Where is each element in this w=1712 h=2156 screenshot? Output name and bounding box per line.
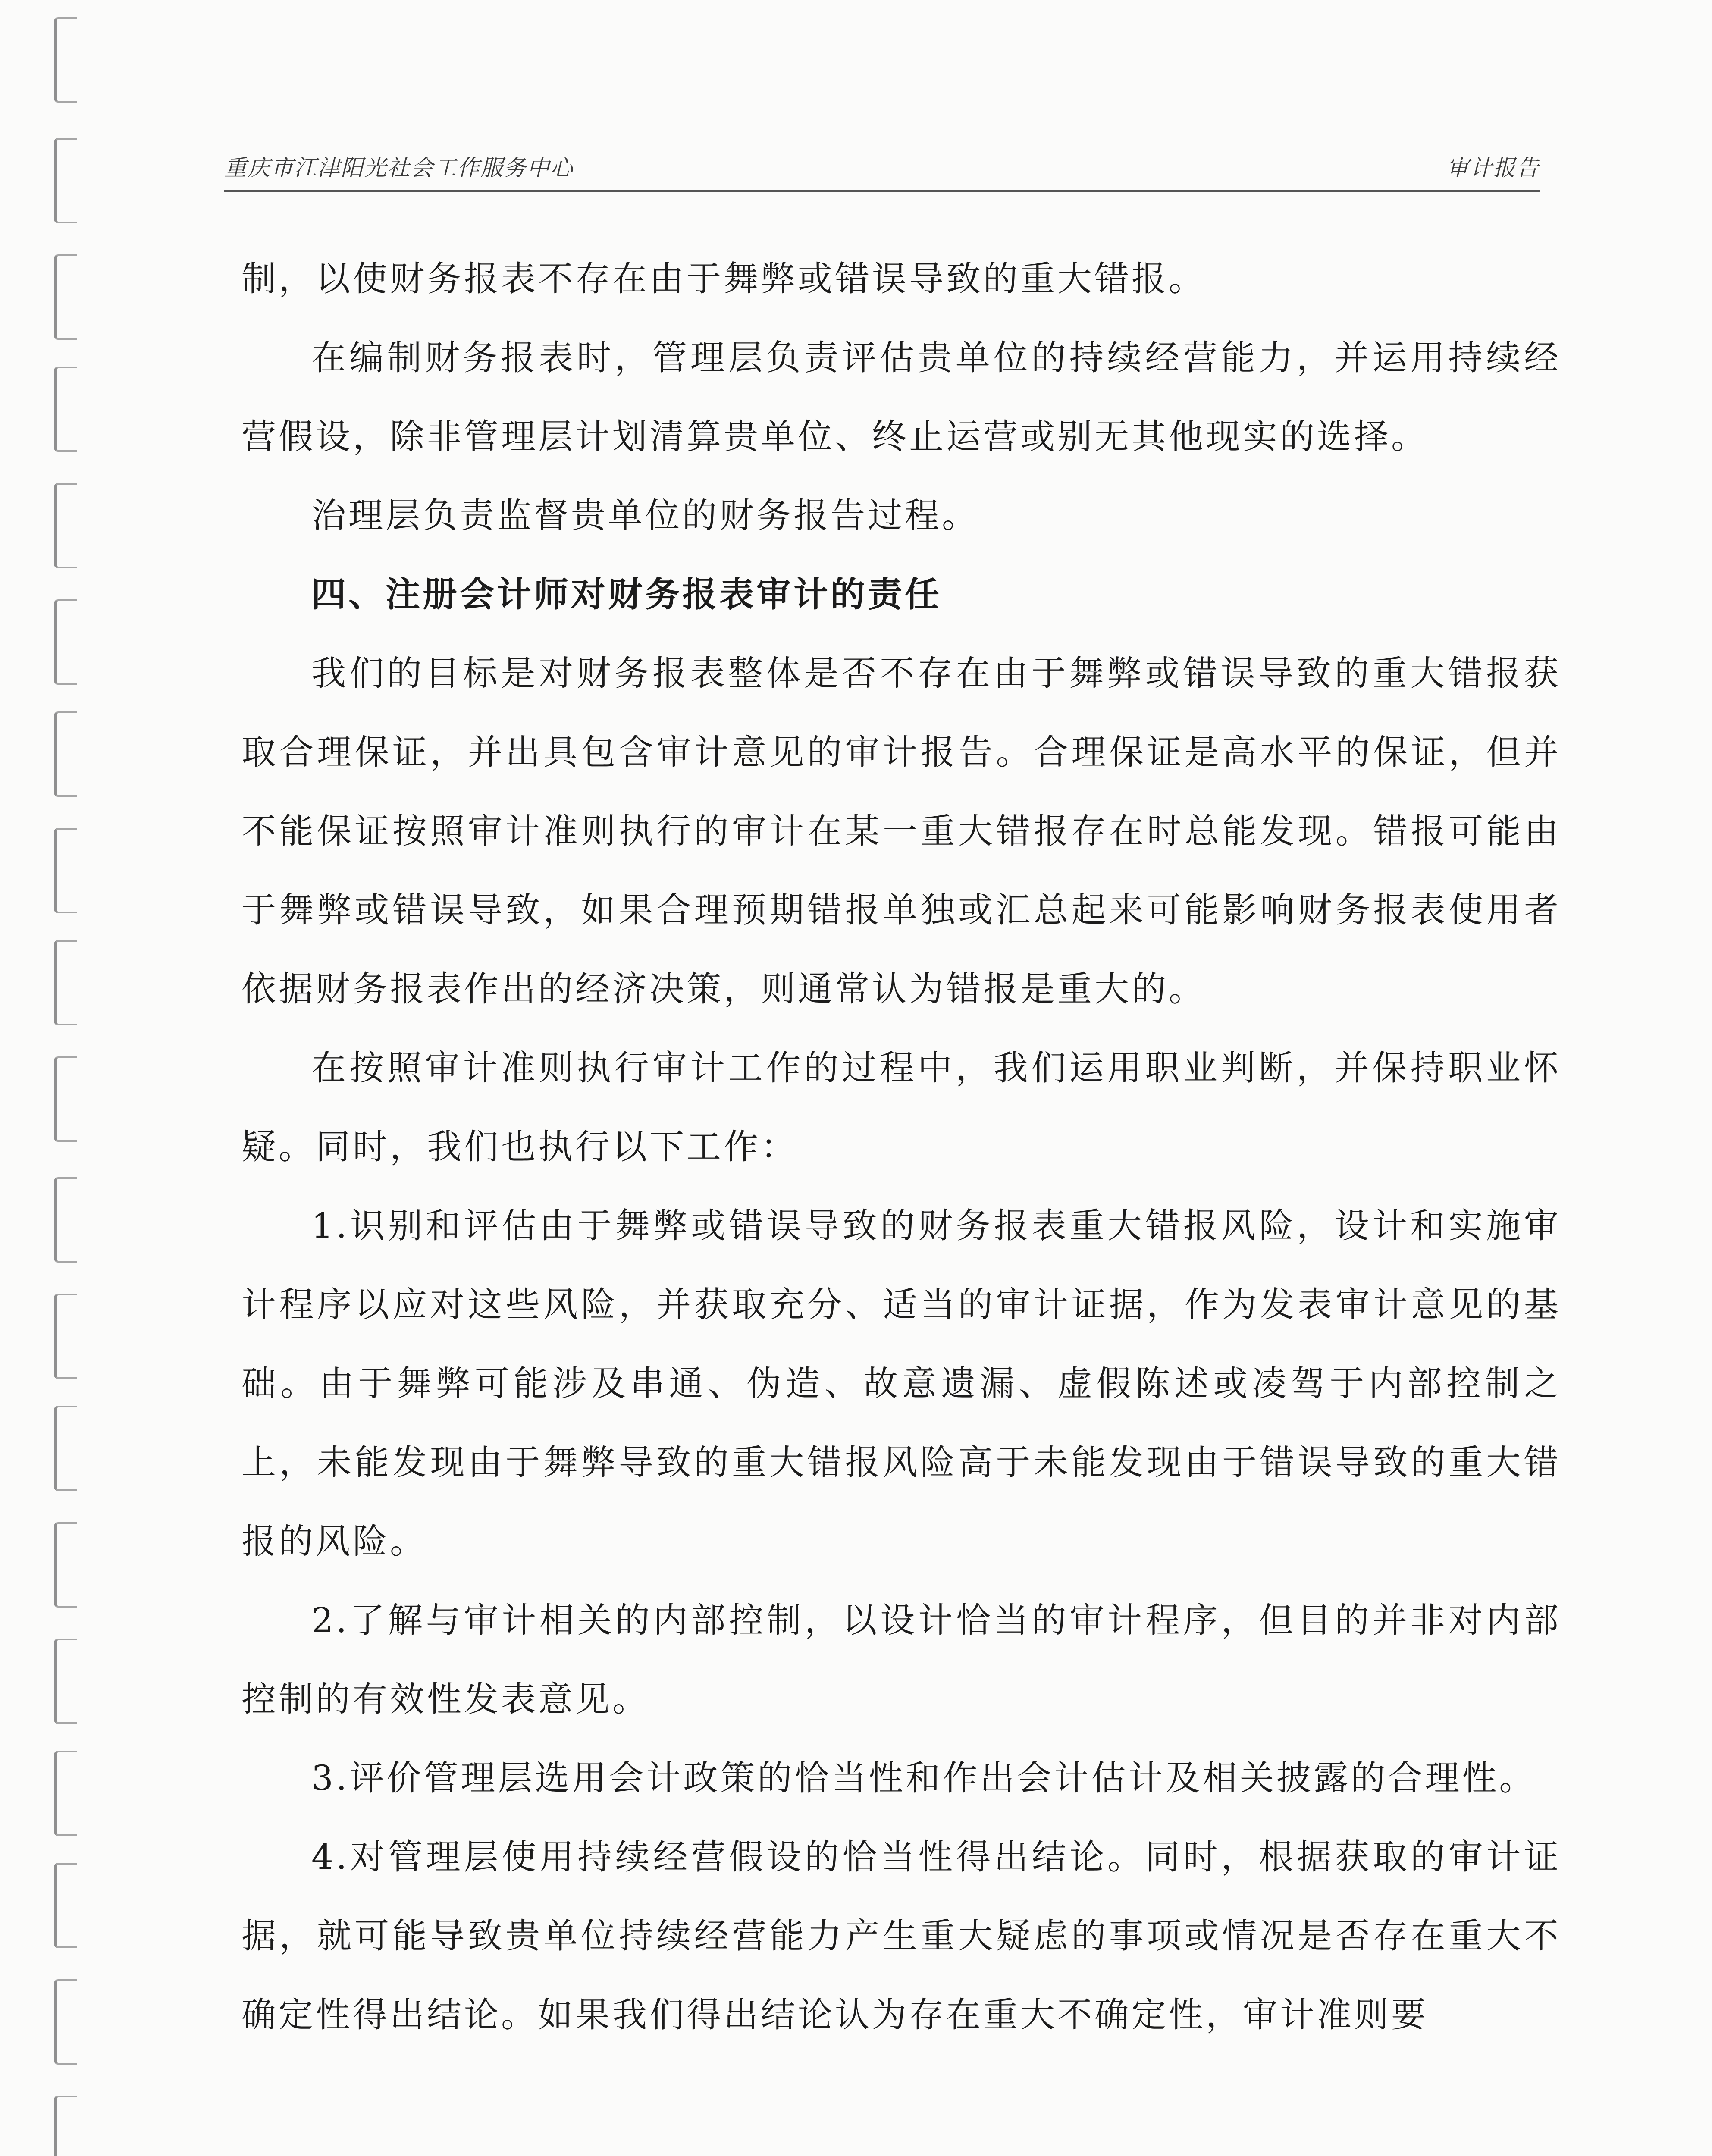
binding-marks: [41, 0, 93, 2156]
binding-mark: [54, 17, 77, 103]
list-item-1: 1.识别和评估由于舞弊或错误导致的财务报表重大错报风险，设计和实施审计程序以应对这些风险，并获取充分、适当的审计证据，作为发表审计意见的基础。由于舞弊可能涉及串通、伪造、故意遗漏、虚假陈述或凌驾于内部控制之上，未能发现由于舞弊导致的重大错报风险高于未能发现由于错误导致的重大错报的风险。: [241, 1206, 1561, 1561]
page-header: [224, 142, 1540, 192]
binding-mark: [54, 1056, 77, 1142]
binding-mark: [54, 1863, 77, 1948]
binding-mark: [54, 1294, 77, 1379]
binding-mark: [54, 138, 77, 223]
paragraph-professional-judgment: 在按照审计准则执行审计工作的过程中，我们运用职业判断，并保持职业怀疑。同时，我们也执行以下工作：: [241, 1048, 1561, 1167]
header-organization: 重庆市江津阳光社会工作服务中心: [224, 155, 574, 181]
list-item-3: 3.评价管理层选用会计政策的恰当性和作出会计估计及相关披露的合理性。: [311, 1758, 1536, 1798]
binding-mark: [54, 1979, 77, 2065]
list-item-4: 4.对管理层使用持续经营假设的恰当性得出结论。同时，根据获取的审计证据，就可能导致贵单位持续经营能力产生重大疑虑的事项或情况是否存在重大不确定性得出结论。如果我们得出结论认为存在重大不确定性，审计准则要: [241, 1837, 1561, 2035]
paragraph-governance: 治理层负责监督贵单位的财务报告过程。: [311, 495, 979, 536]
binding-mark: [54, 1639, 77, 1724]
header-report-type: 审计报告: [1446, 155, 1540, 181]
paragraph-audit-objective: 我们的目标是对财务报表整体是否不存在由于舞弊或错误导致的重大错报获取合理保证，并出具包含审计意见的审计报告。合理保证是高水平的保证，但并不能保证按照审计准则执行的审计在某一重大错报存在时总能发现。错报可能由于舞弊或错误导致，如果合理预期错报单独或汇总起来可能影响财务报表使用者依据财务报表作出的经济决策，则通常认为错报是重大的。: [241, 653, 1561, 1009]
binding-mark: [54, 940, 77, 1025]
paragraph-going-concern: 在编制财务报表时，管理层负责评估贵单位的持续经营能力，并运用持续经营假设，除非管理层计划清算贵单位、终止运营或别无其他现实的选择。: [241, 338, 1561, 457]
binding-mark: [54, 483, 77, 568]
binding-mark: [54, 254, 77, 340]
binding-mark: [54, 1522, 77, 1608]
binding-mark: [54, 367, 77, 452]
binding-mark: [54, 828, 77, 913]
list-item-2: 2.了解与审计相关的内部控制，以设计恰当的审计程序，但目的并非对内部控制的有效性发表意见。: [241, 1600, 1561, 1719]
binding-mark: [54, 1751, 77, 1836]
paragraph-continuation: 制，以使财务报表不存在由于舞弊或错误导致的重大错报。: [241, 259, 1206, 299]
report-body: [241, 239, 1561, 2054]
binding-mark: [54, 1406, 77, 1491]
binding-mark: [54, 599, 77, 685]
binding-mark: [54, 2096, 77, 2156]
section-heading-auditor-responsibility: 四、注册会计师对财务报表审计的责任: [311, 574, 942, 614]
binding-mark: [54, 1177, 77, 1263]
binding-mark: [54, 711, 77, 797]
